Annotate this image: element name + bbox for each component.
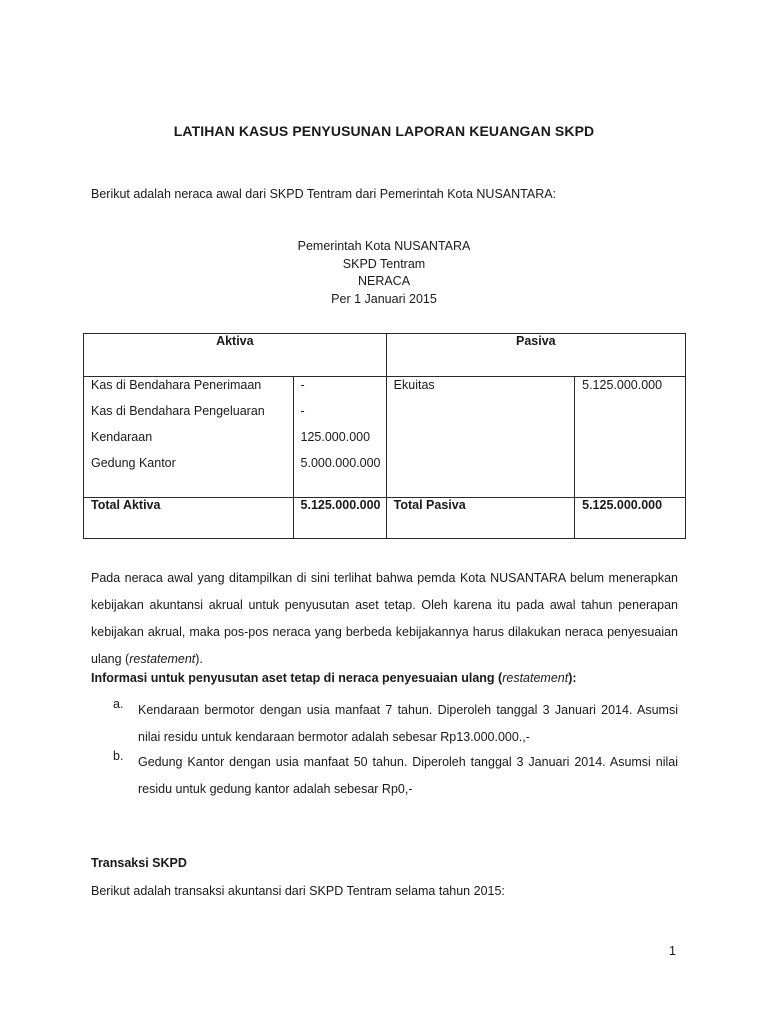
aktiva-label: Kas di Bendahara Penerimaan <box>91 378 262 392</box>
header-government: Pemerintah Kota NUSANTARA <box>297 239 471 253</box>
header-neraca: NERACA <box>357 274 411 288</box>
document-title: LATIHAN KASUS PENYUSUNAN LAPORAN KEUANGAN SKPD <box>173 123 595 139</box>
paragraph-restatement <box>91 565 678 673</box>
info-text: Informasi untuk penyusutan aset tetap di neraca penyesuaian ulang ( <box>91 671 503 685</box>
total-pasiva-value: 5.125.000.000 <box>575 498 686 539</box>
table-row <box>84 377 686 498</box>
aktiva-labels-cell <box>84 377 294 498</box>
aktiva-value: 5.000.000.000 <box>300 456 381 470</box>
page-number: 1 <box>669 944 676 958</box>
aktiva-value: - <box>300 378 305 392</box>
aktiva-label: Gedung Kantor <box>91 456 176 470</box>
aktiva-label: Kas di Bendahara Pengeluaran <box>91 404 265 418</box>
pasiva-values-cell <box>575 377 686 498</box>
total-pasiva-label: Total Pasiva <box>386 498 574 539</box>
paragraph-end: ). <box>195 652 203 666</box>
section-title: Transaksi SKPD <box>91 856 187 870</box>
aktiva-value: - <box>300 404 305 418</box>
paragraph-text: Pada neraca awal yang ditampilkan di sini terlihat bahwa pemda Kota NUSANTARA belum menerapkan kebijakan akuntansi akrual untuk penyusutan aset tetap. Oleh karena itu pada awal tahun penerapan kebijakan akrual, maka pos-pos neraca yang berbeda kebijakannya harus dilakukan neraca penyesuaian ulang ( <box>91 571 678 666</box>
header-skpd: SKPD Tentram <box>342 256 426 271</box>
aktiva-label: Kendaraan <box>91 430 153 444</box>
info-end: ): <box>568 671 577 685</box>
total-aktiva-label: Total Aktiva <box>84 498 294 539</box>
pasiva-labels-cell <box>386 377 574 498</box>
info-italic: restatement <box>502 671 569 685</box>
table-total-row <box>84 498 686 539</box>
aktiva-header: Aktiva <box>84 334 387 377</box>
table-header-row <box>84 334 686 377</box>
list-marker: a. <box>113 697 124 711</box>
total-aktiva-value: 5.125.000.000 <box>293 498 386 539</box>
pasiva-value: 5.125.000.000 <box>582 378 663 392</box>
paragraph-italic: restatement <box>129 652 196 666</box>
list-text: Kendaraan bermotor dengan usia manfaat 7 tahun. Diperoleh tanggal 3 Januari 2014. Asumsi nilai residu untuk kendaraan bermotor adalah sebesar Rp13.000.000.,- <box>138 703 678 744</box>
list-text: Gedung Kantor dengan usia manfaat 50 tahun. Diperoleh tanggal 3 Januari 2014. Asumsi nilai residu untuk gedung kantor adalah sebesar Rp0,- <box>138 755 678 796</box>
pasiva-label: Ekuitas <box>393 378 435 392</box>
pasiva-header: Pasiva <box>386 334 685 377</box>
list-marker: b. <box>113 749 124 763</box>
aktiva-values-cell <box>293 377 386 498</box>
balance-sheet-table <box>83 333 686 539</box>
header-date: Per 1 Januari 2015 <box>331 291 437 306</box>
info-heading <box>91 671 577 685</box>
neraca-header <box>0 238 768 308</box>
aktiva-value: 125.000.000 <box>300 430 371 444</box>
intro-text: Berikut adalah neraca awal dari SKPD Tentram dari Pemerintah Kota NUSANTARA: <box>91 187 557 201</box>
section-description: Berikut adalah transaksi akuntansi dari SKPD Tentram selama tahun 2015: <box>91 884 505 898</box>
